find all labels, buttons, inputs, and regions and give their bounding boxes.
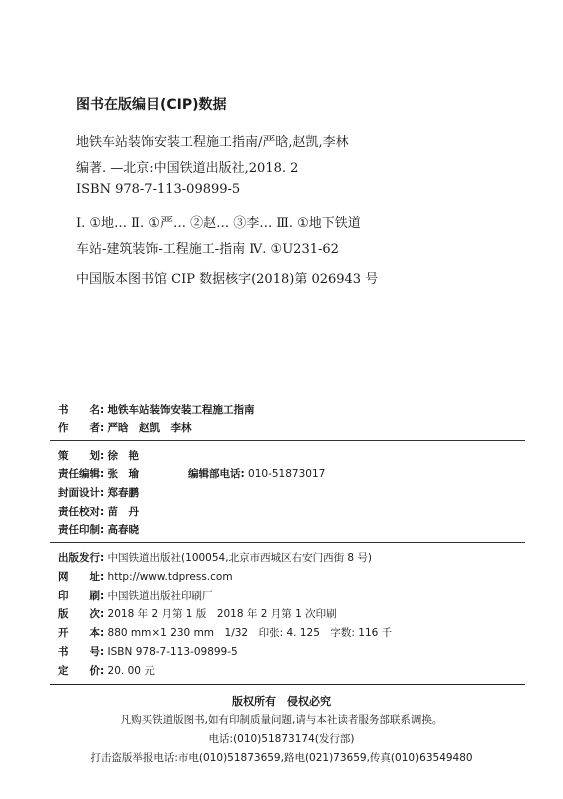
cip-record-number: 中国版本图书馆 CIP 数据核字(2018)第 026943 号 <box>76 272 379 287</box>
price-label: 定 价: <box>58 665 105 677</box>
editor-row <box>58 466 139 481</box>
editorial-phone-row <box>188 466 325 481</box>
format-row <box>58 625 392 640</box>
editorial-phone-value: 010-51873017 <box>248 468 326 480</box>
price-value: 20. 00 元 <box>107 665 155 677</box>
website-label: 网 址: <box>58 571 105 583</box>
print-supervisor-row <box>58 522 139 537</box>
edition-row <box>58 606 337 621</box>
edition-value: 2018 年 2 月第 1 版 2018 年 2 月第 1 次印刷 <box>107 608 337 620</box>
print-supervisor-label: 责任印制: <box>58 524 105 536</box>
website-row <box>58 569 233 584</box>
cip-publisher-line: 编著. —北京:中国铁道出版社,2018. 2 <box>76 161 299 176</box>
isbn-label: 书 号: <box>58 646 105 658</box>
author-label: 作 者: <box>58 422 105 434</box>
book-title-value: 地铁车站装饰安装工程施工指南 <box>107 404 255 416</box>
cip-title-line: 地铁车站装饰安装工程施工指南/严晗,赵凯,李林 <box>76 135 349 150</box>
proofreader-label: 责任校对: <box>58 506 105 518</box>
print-supervisor-value: 高春晓 <box>107 524 140 536</box>
copyright-phone: 电话:(010)51873174(发行部) <box>208 733 355 745</box>
isbn-value: ISBN 978-7-113-09899-5 <box>107 646 238 658</box>
price-row <box>58 663 155 678</box>
proofreader-value: 苗 丹 <box>107 506 140 518</box>
book-title-row <box>58 402 255 417</box>
cover-design-row <box>58 485 139 500</box>
copyright-title: 版权所有 侵权必究 <box>232 695 331 708</box>
author-value: 严晗 赵凯 李林 <box>107 422 192 434</box>
editorial-phone-label: 编辑部电话: <box>188 468 245 480</box>
book-title-label: 书 名: <box>58 404 105 416</box>
divider-1 <box>50 440 525 441</box>
piracy-report-line: 打击盗版举报电话:市电(010)51873659,路电(021)73659,传真(010)63549480 <box>90 752 473 764</box>
printer-label: 印 刷: <box>58 590 105 602</box>
proofreader-row <box>58 504 139 519</box>
cip-isbn-line: ISBN 978-7-113-09899-5 <box>76 182 241 197</box>
cip-subject-line: 车站-建筑装饰-工程施工-指南 Ⅳ. ①U231-62 <box>76 242 339 257</box>
cover-design-label: 封面设计: <box>58 487 105 499</box>
printer-value: 中国铁道出版社印刷厂 <box>107 590 213 602</box>
format-label: 开 本: <box>58 627 105 639</box>
printer-row <box>58 588 213 603</box>
divider-2 <box>50 542 525 543</box>
publisher-label: 出版发行: <box>58 552 105 564</box>
publisher-row <box>58 550 372 565</box>
format-value: 880 mm×1 230 mm 1/32 印张: 4. 125 字数: 116 千 <box>107 627 393 639</box>
cip-heading: 图书在版编目(CIP)数据 <box>76 97 227 113</box>
author-row <box>58 420 192 435</box>
isbn-row <box>58 644 238 659</box>
copyright-notice: 凡购买铁道版图书,如有印制质量问题,请与本社读者服务部联系调换。 <box>120 714 443 726</box>
planner-value: 徐 艳 <box>107 450 140 462</box>
divider-3 <box>50 684 525 685</box>
website-link[interactable]: http://www.tdpress.com <box>107 571 233 583</box>
cip-classification-line: Ⅰ. ①地… Ⅱ. ①严… ②赵… ③李… Ⅲ. ①地下铁道 <box>76 216 361 231</box>
editor-label: 责任编辑: <box>58 468 105 480</box>
editor-value: 张 瑜 <box>107 468 140 480</box>
planner-label: 策 划: <box>58 450 105 462</box>
publisher-value: 中国铁道出版社(100054,北京市西城区右安门西街 8 号) <box>107 552 373 564</box>
edition-label: 版 次: <box>58 608 105 620</box>
cover-design-value: 郑春鹏 <box>107 487 140 499</box>
planner-row <box>58 448 139 463</box>
